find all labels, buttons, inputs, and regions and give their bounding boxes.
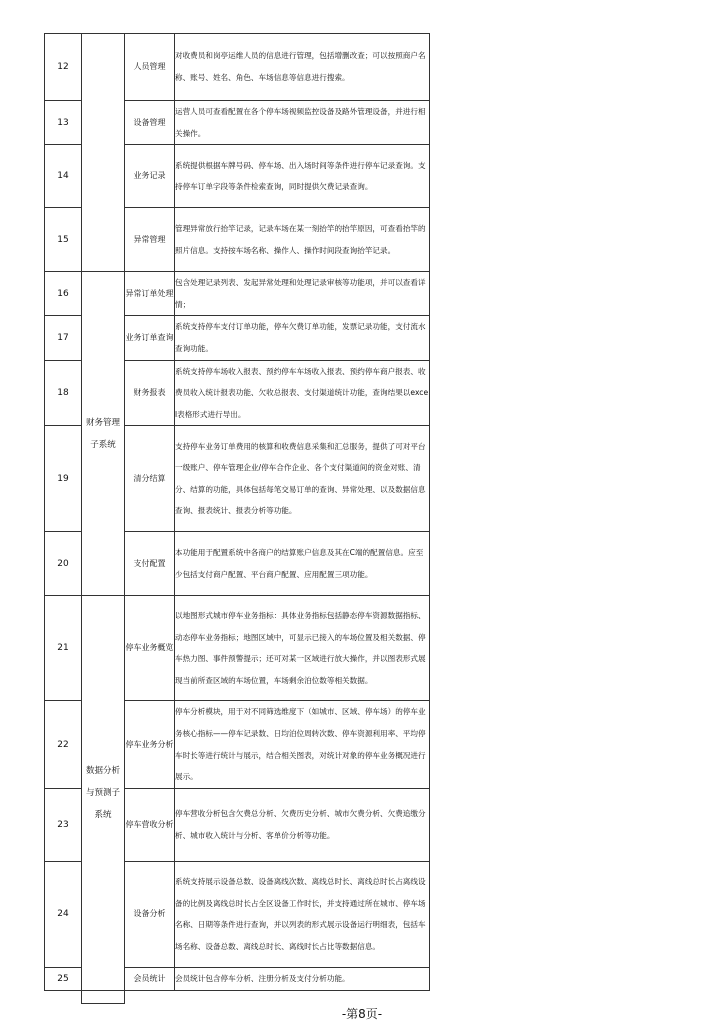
module-name: 财务报表	[125, 360, 175, 426]
module-description: 系统支持停车支付订单功能，停车欠费订单功能，发票记录功能，支付流水查询功能。	[175, 316, 430, 360]
module-name: 停车营收分析	[125, 788, 175, 861]
table-row	[45, 34, 430, 101]
module-name: 停车业务分析	[125, 701, 175, 788]
row-number: 19	[45, 426, 82, 532]
row-number: 15	[45, 208, 82, 272]
module-description: 系统提供根据车牌号码、停车场、出入场时间等条件进行停车记录查询。支持停车订单字段等条件检索查询，同时提供欠费记录查询。	[175, 145, 430, 208]
module-description: 系统支持停车场收入报表、预约停车车场收入报表、预约停车商户报表、收费员收入统计报表功能、欠收总报表、支付渠道统计功能，查询结果以excel表格形式进行导出。	[175, 360, 430, 426]
module-description: 停车营收分析包含欠费总分析、欠费历史分析、城市欠费分析、欠费追缴分析、城市收入统计与分析、客单价分析等功能。	[175, 788, 430, 861]
blank-cell	[82, 990, 125, 1003]
row-number: 17	[45, 316, 82, 360]
module-description: 运营人员可查看配置在各个停车场视频监控设备及路外管理设备，并进行相关操作。	[175, 101, 430, 145]
subsystem-finance: 财务管理子系统	[82, 272, 125, 596]
row-number: 20	[45, 532, 82, 596]
module-description: 系统支持展示设备总数、设备离线次数、离线总时长、离线总时长占离线设备的比例及离线总时长占全区设备工作时长，并支持通过所在城市、停车场名称、日期等条件进行查询，并以列表的形式展示设备运行明细表，包括车场名称、设备总数、离线总时长、离线时长占比等数据信息。	[175, 861, 430, 967]
module-description: 对收费员和岗亭运维人员的信息进行管理，包括增删改查；可以按照商户名称、账号、姓名、角色、车场信息等信息进行搜索。	[175, 34, 430, 101]
module-name: 人员管理	[125, 34, 175, 101]
module-name: 业务订单查询	[125, 316, 175, 360]
module-description: 以地图形式城市停车业务指标：具体业务指标包括静态停车资源数据指标、动态停车业务指标；地图区域中，可显示已接入的车场位置及相关数据、停车热力图、事件预警提示；还可对某一区域进行放大操作，并以图表形式展现当前所查区域的车场位置，车场剩余泊位数等相关数据。	[175, 596, 430, 701]
table-row-continuation	[45, 990, 430, 1003]
row-number: 13	[45, 101, 82, 145]
row-number: 23	[45, 788, 82, 861]
table-row	[45, 596, 430, 701]
row-number: 18	[45, 360, 82, 426]
subsystem-analysis: 数据分析与预测子系统	[82, 596, 125, 990]
module-name: 设备管理	[125, 101, 175, 145]
module-name: 清分结算	[125, 426, 175, 532]
table-row	[45, 272, 430, 316]
module-name: 异常订单处理	[125, 272, 175, 316]
page-number: -第8页-	[341, 1007, 383, 1021]
module-description: 支持停车业务订单费用的核算和收费信息采集和汇总服务，提供了可对平台一级账户、停车管理企业/停车合作企业、各个支付渠道间的资金对账、清分、结算的功能，具体包括每笔交易订单的查询、异常处理、以及数据信息查询、报表统计、报表分析等功能。	[175, 426, 430, 532]
row-number: 16	[45, 272, 82, 316]
module-description: 停车分析模块，用于对不同筛选维度下（如城市、区域、停车场）的停车业务核心指标——停车记录数、日均泊位周转次数、停车资源利用率、平均停车时长等进行统计与展示，结合相关图表，对统计对象的停车业务概况进行展示。	[175, 701, 430, 788]
module-description: 管理异常放行抬竿记录，记录车场在某一刻抬竿的抬竿原因，可查看抬竿的照片信息。支持按车场名称、操作人、操作时间段查询抬竿记录。	[175, 208, 430, 272]
blank-cell	[175, 990, 430, 1003]
row-number: 14	[45, 145, 82, 208]
row-number: 24	[45, 861, 82, 967]
module-name: 设备分析	[125, 861, 175, 967]
module-description: 包含处理记录列表、发起异常处理和处理记录审核等功能项，并可以查看详情；	[175, 272, 430, 316]
row-number: 25	[45, 967, 82, 990]
blank-cell	[45, 990, 82, 1003]
module-name: 支付配置	[125, 532, 175, 596]
function-table	[44, 33, 430, 1004]
row-number: 21	[45, 596, 82, 701]
row-number: 22	[45, 701, 82, 788]
module-name: 会员统计	[125, 967, 175, 990]
module-name: 异常管理	[125, 208, 175, 272]
row-number: 12	[45, 34, 82, 101]
module-description: 本功能用于配置系统中各商户的结算账户信息及其在C端的配置信息。应至少包括支付商户配置、平台商户配置、应用配置三项功能。	[175, 532, 430, 596]
module-description: 会员统计包含停车分析、注册分析及支付分析功能。	[175, 967, 430, 990]
module-name: 业务记录	[125, 145, 175, 208]
blank-cell	[125, 990, 175, 1003]
module-name: 停车业务概览	[125, 596, 175, 701]
subsystem-cell-prev	[82, 34, 125, 272]
